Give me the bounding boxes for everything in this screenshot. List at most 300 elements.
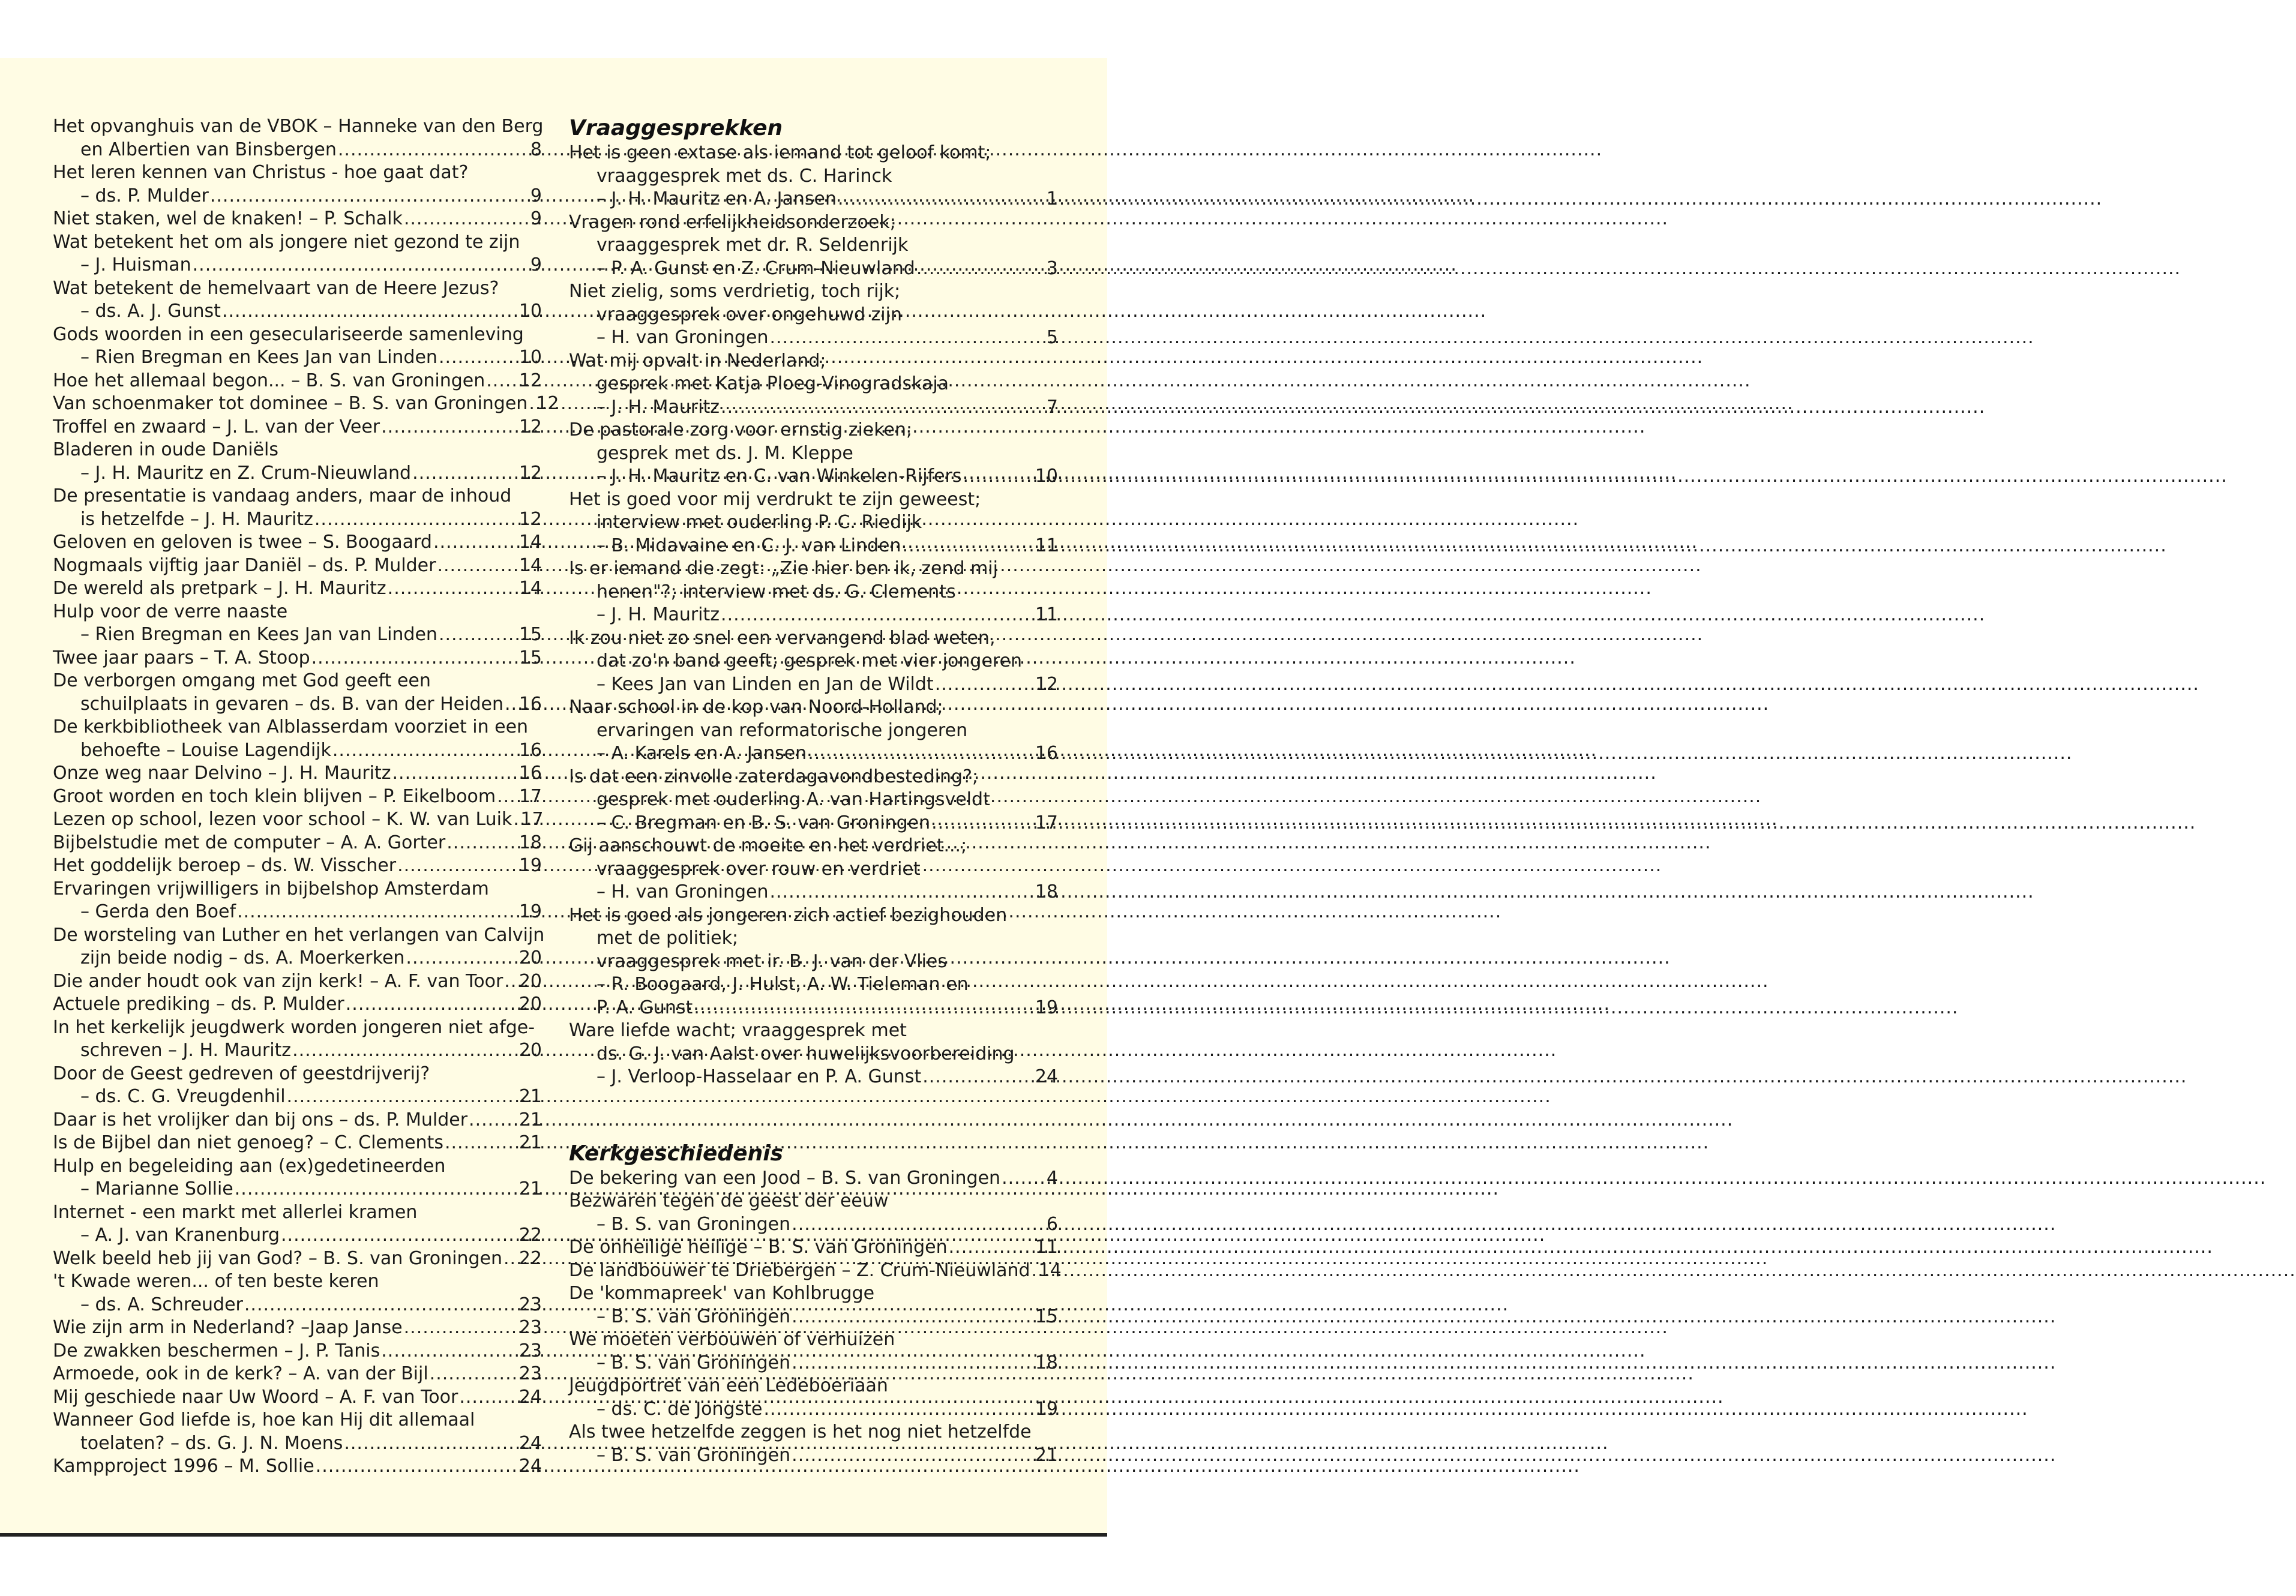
toc-entry-text: Onze weg naar Delvino – J. H. Mauritz: [53, 763, 391, 784]
toc-entry-text: – Rien Bregman en Kees Jan van Linden: [80, 624, 437, 645]
dot-leader: [406, 947, 517, 970]
toc-entry-line: ds. G. J. van Aalst over huwelijksvoorbereiding: [597, 1043, 1015, 1064]
toc-entry-line: Gij aanschouwt de moeite en het verdriet...;: [569, 835, 967, 856]
dot-leader: [513, 808, 519, 832]
dot-leader: [792, 1444, 1034, 1468]
toc-entry: [569, 488, 1058, 558]
dot-leader: [1032, 1259, 1038, 1283]
toc-entry-text: – B. S. van Groningen: [597, 1444, 791, 1466]
toc-entry: [53, 1063, 542, 1109]
toc-entry-text: – J. H. Mauritz: [597, 604, 720, 625]
toc-entry-text: Twee jaar paars – T. A. Stoop: [53, 647, 310, 668]
dot-leader: [445, 1132, 518, 1155]
toc-entry-text: Mij geschiede naar Uw Woord – A. F. van Toor: [53, 1386, 458, 1408]
toc-entry: [53, 277, 542, 323]
page-number: 11: [1035, 1237, 1058, 1258]
toc-entry: [53, 208, 542, 231]
toc-entry-last-line: [53, 1340, 542, 1363]
bottom-rule: [0, 1533, 1107, 1537]
toc-entry-line: Het is goed voor mij verdrukt te zijn geweest;: [569, 488, 981, 510]
toc-entry-last-line: [53, 139, 542, 162]
toc-entry: [569, 350, 1058, 419]
toc-entry-text: – ds. A. Schreuder: [80, 1294, 243, 1315]
dot-leader: [1002, 1167, 1045, 1190]
toc-entry-text: toelaten? – ds. G. J. N. Moens: [80, 1432, 343, 1454]
toc-entry-text: – B. S. van Groningen: [597, 1352, 791, 1373]
page-number: 18: [1035, 881, 1058, 902]
toc-entry-last-line: [569, 465, 1058, 488]
toc-entry-last-line: [569, 1352, 1058, 1375]
toc-entry: [53, 647, 542, 670]
toc-entry: [569, 696, 1058, 766]
page-number: 21: [1035, 1444, 1058, 1466]
toc-entry-line: – R. Boogaard, J. Hulst, A. W. Tieleman en: [597, 974, 969, 995]
toc-entry-text: – H. van Groningen: [597, 881, 769, 902]
toc-entry-text: Het goddelijk beroep – ds. W. Visscher: [53, 855, 397, 876]
toc-entry: [53, 601, 542, 647]
toc-entry-last-line: [569, 257, 1058, 281]
toc-entry-line: 't Kwade weren... of ten beste keren: [53, 1271, 379, 1292]
toc-entry: [569, 419, 1058, 488]
toc-entry-text: – B. S. van Groningen: [597, 1306, 791, 1327]
toc-entry-line: Hulp en begeleiding aan (ex)gedetineerden: [53, 1155, 446, 1177]
toc-entry-last-line: [569, 1167, 1058, 1190]
toc-entry-last-line: [53, 647, 542, 670]
right-column: [569, 115, 1062, 1467]
toc-entry-line: Als twee hetzelfde zeggen is het nog niet hetzelfde: [569, 1421, 1032, 1442]
dot-leader: [404, 208, 529, 231]
toc-entry: [53, 832, 542, 855]
dot-leader: [412, 462, 518, 485]
toc-entry-text: Van schoenmaker tot dominee – B. S. van Groningen: [53, 393, 528, 414]
toc-entry: [569, 280, 1058, 350]
page-number: 11: [1035, 535, 1058, 556]
toc-entry-line: met de politiek;: [597, 928, 739, 949]
toc-entry-text: – J. H. Mauritz: [597, 396, 720, 418]
toc-entry: [569, 1236, 1058, 1259]
toc-entry-text: – ds. P. Mulder: [80, 185, 209, 206]
dot-leader: [316, 1455, 518, 1478]
toc-entry-last-line: [569, 1236, 1058, 1259]
dot-leader: [244, 1294, 518, 1317]
toc-entry: [53, 716, 542, 762]
toc-entry-text: Lezen op school, lezen voor school – K. W. van Luik: [53, 809, 512, 830]
toc-entry-line: interview met ouderling P. C. Riedijk: [597, 512, 922, 533]
dot-leader: [430, 1363, 518, 1386]
dot-leader: [235, 1178, 518, 1201]
page-number: 1: [1046, 188, 1058, 209]
toc-entry: [53, 370, 542, 393]
toc-entry: [53, 1155, 542, 1201]
toc-entry-last-line: [53, 1363, 542, 1386]
toc-entry-line: De worsteling van Luther en het verlangen van Calvijn: [53, 924, 545, 946]
page-number: 16: [1035, 743, 1058, 764]
toc-entry-text: Troffel en zwaard – J. L. van der Veer: [53, 416, 380, 437]
toc-entry: [53, 970, 542, 994]
toc-entry-text: – ds. C. G. Vreugdenhil: [80, 1086, 286, 1107]
toc-entry-last-line: [53, 785, 542, 809]
dot-leader: [808, 742, 1034, 766]
toc-entry-last-line: [569, 673, 1058, 697]
page-number: 12: [518, 370, 542, 391]
page-number: 24: [518, 1432, 542, 1454]
toc-entry-line: Is dat een zinvolle zaterdagavondbesteding?;: [569, 766, 979, 787]
toc-entry-text: – ds. A. J. Gunst: [80, 301, 221, 322]
dot-leader: [903, 535, 1034, 558]
toc-entry-line: Ik zou niet zo snel een vervangend blad weten,: [569, 627, 996, 649]
toc-entry-line: gesprek met ouderling A. van Hartingsveldt: [597, 789, 990, 810]
dot-leader: [381, 416, 518, 439]
toc-entry: [53, 878, 542, 924]
dot-leader: [332, 739, 518, 763]
toc-entry-text: – B. S. van Groningen: [597, 1213, 791, 1235]
page-number: 12: [536, 393, 559, 414]
section-title: Vraaggesprekken: [569, 116, 783, 140]
toc-entry-line: Wat betekent het om als jongere niet gezond te zijn: [53, 231, 520, 253]
toc-entry-last-line: [53, 254, 542, 277]
toc-entry: [53, 115, 542, 161]
toc-entry-text: schuilplaats in gevaren – ds. B. van der Heiden: [80, 693, 503, 715]
toc-entry-last-line: [53, 1386, 542, 1409]
toc-entry: [53, 1340, 542, 1363]
toc-entry-last-line: [53, 947, 542, 970]
toc-entry-line: Ware liefde wacht; vraaggesprek met: [569, 1020, 907, 1041]
page-number: 10: [518, 301, 542, 322]
toc-entry-line: Bladeren in oude Daniëls: [53, 439, 279, 460]
page-number: 23: [518, 1294, 542, 1315]
dot-leader: [338, 139, 529, 162]
toc-entry: [53, 1247, 542, 1271]
toc-entry: [53, 924, 545, 970]
dot-leader: [210, 185, 529, 208]
page-number: 16: [518, 763, 542, 784]
toc-entry-line: Wat betekent de hemelvaart van de Heere Jezus?: [53, 277, 499, 299]
toc-entry-text: is hetzelfde – J. H. Mauritz: [80, 508, 313, 530]
toc-entry-line: Jeugdportret van een Ledeboeriaan: [569, 1375, 888, 1396]
toc-entry-last-line: [53, 346, 542, 370]
section-title: Kerkgeschiedenis: [569, 1141, 783, 1166]
toc-entry-last-line: [569, 881, 1058, 904]
toc-entry-last-line: [53, 185, 542, 208]
dot-leader: [504, 970, 518, 994]
toc-entry: [569, 142, 1058, 211]
dot-leader: [792, 1306, 1034, 1329]
toc-entry-text: – Marianne Sollie: [80, 1178, 233, 1199]
toc-entry-text: De wereld als pretpark – J. H. Mauritz: [53, 578, 386, 599]
page-number: 20: [518, 947, 542, 968]
toc-entry-line: Het opvanghuis van de VBOK – Hanneke van den Berg: [53, 116, 544, 137]
toc-entry-last-line: [53, 1294, 542, 1317]
dot-leader: [311, 647, 518, 670]
toc-entry-last-line: [53, 462, 542, 485]
page-number: 4: [1046, 1167, 1058, 1189]
toc-entry-last-line: [569, 188, 1058, 211]
dot-leader: [388, 577, 518, 601]
toc-entry-last-line: [569, 1398, 1058, 1421]
toc-entry-last-line: [53, 508, 542, 532]
toc-entry: [569, 1019, 1058, 1089]
page-number: 17: [1035, 812, 1058, 833]
toc-entry-line: gesprek met Katja Ploeg-Vinogradskaja: [597, 373, 949, 394]
dot-leader: [237, 901, 518, 924]
toc-entry-last-line: [53, 554, 542, 578]
toc-entry-line: vraaggesprek over ongehuwd zijn: [597, 304, 902, 325]
toc-entry-last-line: [569, 1213, 1058, 1237]
toc-entry-line: De kerkbibliotheek van Alblasserdam voorziet in een: [53, 716, 529, 737]
toc-entry: [53, 1201, 542, 1247]
page-number: 10: [518, 347, 542, 368]
toc-entry-text: De bekering van een Jood – B. S. van Groningen: [569, 1167, 1001, 1189]
toc-entry: [569, 904, 1058, 1020]
page-number: 9: [530, 208, 542, 229]
toc-entry: [53, 577, 542, 601]
toc-entry: [569, 1190, 1058, 1236]
page-number: 8: [530, 139, 542, 160]
dot-leader: [344, 1432, 517, 1456]
page-number: 12: [518, 462, 542, 484]
left-column: [53, 115, 559, 1478]
toc-entry-line: Is er iemand die zegt: „Zie hier ben ik, zend mij: [569, 558, 998, 579]
toc-entry-line: vraaggesprek over rouw en verdriet: [597, 858, 921, 880]
toc-entry-line: Internet - een markt met allerlei kramen: [53, 1201, 418, 1223]
toc-entry: [569, 1259, 1062, 1283]
toc-entry-text: – B. Midavaine en C. J. van Linden: [597, 535, 901, 556]
dot-leader: [287, 1085, 518, 1109]
dot-leader: [838, 188, 1045, 211]
toc-entry-text: schreven – J. H. Mauritz: [80, 1040, 292, 1061]
toc-entry-last-line: [53, 1432, 542, 1456]
toc-entry-text: Welk beeld heb jij van God? – B. S. van Groningen: [53, 1247, 503, 1269]
dot-leader: [931, 812, 1034, 835]
toc-entry: [53, 1109, 542, 1132]
toc-entry-text: De zwakken beschermen – J. P. Tanis: [53, 1340, 380, 1361]
toc-entry: [53, 416, 542, 439]
toc-entry: [569, 1328, 1058, 1375]
toc-entry-line: vraaggesprek met ds. C. Harinck: [597, 165, 892, 187]
page-number: 9: [530, 254, 542, 275]
toc-entry-line: Door de Geest gedreven of geestdrijverij?: [53, 1063, 430, 1084]
dot-leader: [529, 392, 535, 416]
toc-entry-text: Actuele prediking – ds. P. Mulder: [53, 994, 344, 1015]
page-number: 14: [518, 532, 542, 553]
toc-entry-text: – Kees Jan van Linden en Jan de Wildt: [597, 673, 934, 695]
toc-entry-line: Bezwaren tegen de geest der eeuw: [569, 1190, 889, 1211]
dot-leader: [314, 508, 518, 532]
toc-entry-line: De verborgen omgang met God geeft een: [53, 670, 431, 691]
toc-entry-text: – ds. C. de Jongste: [597, 1398, 763, 1420]
page-number: 12: [518, 508, 542, 530]
dot-leader: [346, 993, 518, 1016]
toc-entry-text: Groot worden en toch klein blijven – P. Eikelboom: [53, 785, 496, 807]
toc-entry: [53, 1016, 542, 1063]
toc-entry: [569, 1167, 1058, 1190]
page-number: 22: [518, 1225, 542, 1246]
toc-entry-last-line: [53, 1039, 542, 1063]
dot-leader: [721, 396, 1045, 419]
toc-entry-last-line: [569, 742, 1058, 766]
page-number: 3: [1046, 257, 1058, 279]
toc-entry: [53, 323, 542, 370]
toc-entry-last-line: [53, 623, 542, 647]
toc-entry-last-line: [569, 812, 1058, 835]
toc-entry-text: Hoe het allemaal begon... – B. S. van Groningen: [53, 370, 485, 391]
dot-leader: [392, 762, 518, 785]
toc-entry: [569, 557, 1058, 627]
dot-leader: [486, 370, 518, 393]
toc-entry-text: – J. H. Mauritz en Z. Crum-Nieuwland: [80, 462, 412, 484]
toc-entry: [569, 766, 1058, 835]
toc-entry-last-line: [569, 997, 1058, 1020]
toc-entry: [53, 439, 542, 485]
toc-entry-text: en Albertien van Binsbergen: [80, 139, 337, 160]
page-number: 10: [1035, 466, 1058, 487]
toc-entry-last-line: [53, 392, 559, 416]
toc-entry-last-line: [569, 1444, 1058, 1468]
toc-entry-text: De landbouwer te Driebergen – Z. Crum-Nieuwland: [569, 1259, 1030, 1281]
page-number: 15: [518, 647, 542, 668]
toc-entry: [569, 627, 1058, 697]
toc-entry-last-line: [53, 901, 542, 924]
page-number: 21: [518, 1178, 542, 1199]
toc-entry: [53, 1270, 542, 1316]
toc-entry-line: De pastorale zorg voor ernstig zieken;: [569, 419, 913, 440]
toc-entry-last-line: [53, 416, 542, 439]
toc-entry: [53, 670, 542, 716]
toc-entry-text: – H. van Groningen: [597, 327, 769, 348]
toc-entry: [569, 835, 1058, 904]
toc-entry: [53, 1455, 542, 1478]
toc-entry-last-line: [53, 1247, 542, 1271]
toc-entry: [53, 1409, 542, 1455]
toc-entry-last-line: [53, 300, 542, 323]
toc-entry-text: – J. Huisman: [80, 254, 191, 275]
toc-entry-text: Wie zijn arm in Nederland? –Jaap Janse: [53, 1317, 403, 1338]
toc-entry-line: Wanneer God liefde is, hoe kan Hij dit allemaal: [53, 1409, 475, 1430]
toc-entry-text: Bijbelstudie met de computer – A. A. Gorter: [53, 832, 446, 853]
toc-entry: [53, 762, 542, 785]
toc-entry-last-line: [53, 1455, 542, 1478]
toc-entry: [53, 1386, 542, 1409]
page-number: 17: [520, 809, 544, 830]
toc-entry-last-line: [53, 832, 542, 855]
toc-entry-text: – C. Bregman en B. S. van Groningen: [597, 812, 931, 833]
toc-entry-last-line: [53, 1132, 542, 1155]
page-number: 15: [1035, 1306, 1058, 1327]
page-number: 18: [1035, 1352, 1058, 1373]
page-number: 11: [1035, 604, 1058, 625]
toc-entry: [569, 1375, 1058, 1421]
dot-leader: [935, 673, 1034, 697]
toc-entry-text: – A. Karels en A. Jansen: [597, 743, 807, 764]
toc-entry-text: Nogmaals vijftig jaar Daniël – ds. P. Mulder: [53, 554, 436, 576]
toc-entry-last-line: [569, 604, 1058, 627]
toc-entry-text: P. A. Gunst: [597, 997, 693, 1018]
toc-entry-line: Het is goed als jongeren zich actief bezighouden: [569, 904, 1008, 926]
page-number: 20: [518, 994, 542, 1015]
toc-entry: [53, 531, 542, 554]
toc-entry: [53, 785, 542, 809]
toc-entry: [53, 993, 542, 1016]
page-number: 19: [518, 901, 542, 922]
dot-leader: [292, 1039, 518, 1063]
dot-leader: [792, 1352, 1034, 1375]
page-number: 24: [518, 1386, 542, 1408]
toc-entry-last-line: [569, 1259, 1062, 1283]
dot-leader: [763, 1398, 1033, 1421]
toc-entry-text: – P. A. Gunst en Z. Crum-Nieuwland: [597, 257, 915, 279]
page-number: 6: [1046, 1213, 1058, 1235]
dot-leader: [769, 881, 1033, 904]
toc-entry-line: Hulp voor de verre naaste: [53, 601, 288, 622]
toc-entry-line: ervaringen van reformatorische jongeren: [597, 719, 968, 741]
toc-entry-last-line: [53, 762, 542, 785]
toc-entry-line: Vragen rond erfelijkheidsonderzoek;: [569, 211, 896, 233]
toc-entry-text: Geloven en geloven is twee – S. Boogaard: [53, 532, 432, 553]
toc-entry-text: zijn beide nodig – ds. A. Moerkerken: [80, 947, 405, 968]
toc-entry-last-line: [569, 326, 1058, 350]
toc-entry-text: Armoede, ook in de kerk? – A. van der Bijl: [53, 1363, 428, 1384]
toc-entry-last-line: [53, 970, 542, 994]
toc-entry-last-line: [53, 854, 542, 878]
section-gap: [569, 1089, 1058, 1141]
dot-leader: [446, 832, 518, 855]
toc-entry-line: henen"?; interview met ds. G. Clements: [597, 581, 956, 602]
page-number: 24: [1035, 1066, 1058, 1087]
toc-entry-text: Niet staken, wel de knaken! – P. Schalk: [53, 208, 403, 229]
toc-entry-text: – J. H. Mauritz en C. van Winkelen-Rijfers: [597, 466, 962, 487]
page-number: 22: [518, 1247, 542, 1269]
page-number: 19: [1035, 997, 1058, 1018]
toc-entry-last-line: [53, 370, 542, 393]
page-number: 14: [518, 554, 542, 576]
dot-leader: [469, 1109, 518, 1132]
toc-entry-last-line: [53, 693, 542, 716]
page-number: 20: [518, 1040, 542, 1061]
dot-leader: [193, 254, 529, 277]
toc-entry-line: Wat mij opvalt in Nederland;: [569, 350, 826, 371]
page-number: 12: [518, 416, 542, 437]
toc-entry-last-line: [53, 739, 542, 763]
toc-entry-line: dat zo'n band geeft; gesprek met vier jongeren: [597, 650, 1022, 671]
toc-entry: [53, 1132, 542, 1155]
toc-entry: [53, 1316, 542, 1340]
dot-leader: [497, 785, 518, 809]
page-number: 16: [518, 693, 542, 715]
toc-entry: [53, 392, 559, 416]
toc-entry-last-line: [569, 1306, 1058, 1329]
dot-leader: [769, 326, 1045, 350]
dot-leader: [281, 1224, 518, 1247]
dot-leader: [459, 1386, 518, 1409]
toc-entry-text: De onheilige heilige – B. S. van Groningen: [569, 1237, 948, 1258]
toc-entry-text: Is de Bijbel dan niet genoeg? – C. Clements: [53, 1132, 443, 1153]
dot-leader: [721, 604, 1034, 627]
page-number: 9: [530, 185, 542, 206]
dot-leader: [916, 257, 1045, 281]
toc-entry: [53, 808, 542, 832]
toc-entry-line: Naar school in de kop van Noord-Holland;: [569, 697, 943, 718]
toc-entry-text: Die ander houdt ook van zijn kerk! – A. F. van Toor: [53, 970, 503, 992]
toc-entry-line: vraaggesprek met ir. B. J. van der Vlies: [597, 950, 947, 972]
page-number: 21: [518, 1086, 542, 1107]
toc-entry-text: Daar is het vrolijker dan bij ons – ds. P. Mulder: [53, 1109, 468, 1130]
dot-leader: [694, 997, 1034, 1020]
toc-entry-last-line: [53, 993, 542, 1016]
section-vraaggesprekken: [569, 115, 1058, 1089]
toc-entry: [53, 231, 542, 277]
page-number: 12: [1035, 673, 1058, 695]
page-number: 19: [1035, 1398, 1058, 1420]
